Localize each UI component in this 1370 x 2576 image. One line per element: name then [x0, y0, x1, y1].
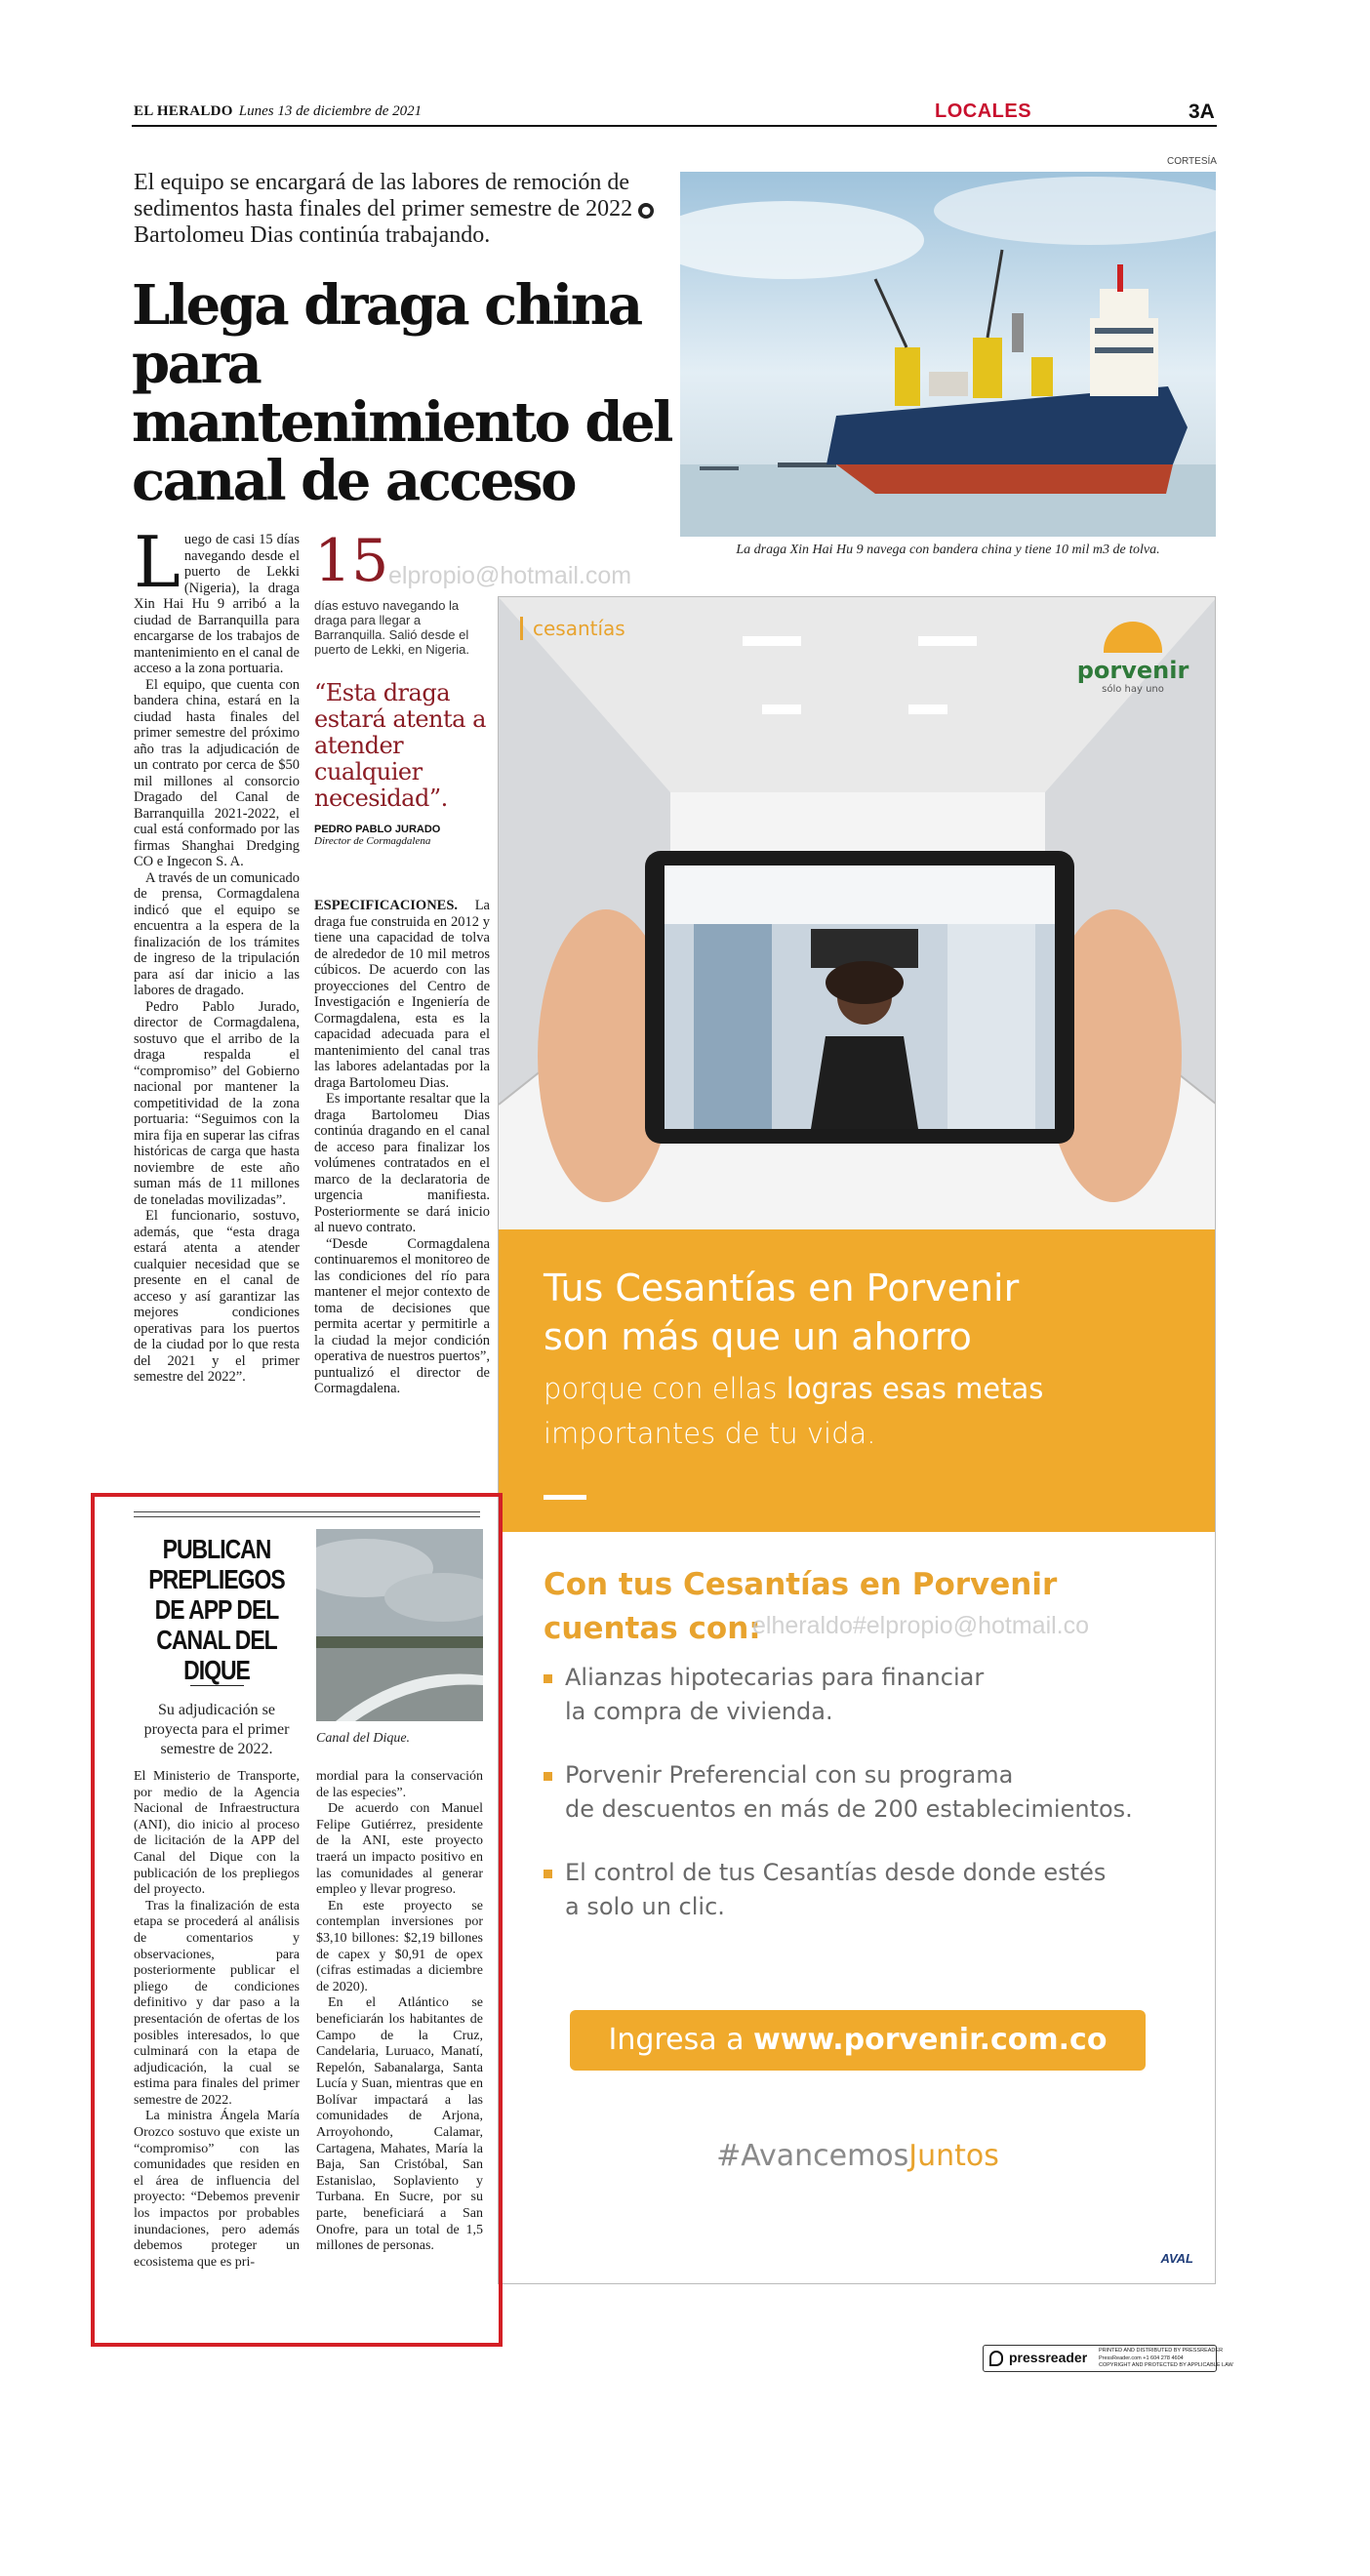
article-headline: Llega draga china para mantenimiento del canal de acceso [132, 273, 671, 513]
article-paragraph: Pedro Pablo Jurado, director de Cormagdalena, sostuvo que el arribo de la draga respalda el “compromiso” del Gobierno nacional por mantener la competitividad de la zona portuaria: “Seguimos con la mira fija en superar las cifras históricas de carga que hasta noviembre de este año suman más de 11 millones de toneladas movilizadas”. [134, 998, 300, 1208]
ad-hashtag [499, 2139, 1216, 2173]
hashtag-part: Juntos [908, 2139, 999, 2173]
logo-tagline: sólo hay uno [1102, 684, 1164, 695]
bullet-icon: ● [638, 203, 654, 219]
pressreader-icon [989, 2351, 1003, 2366]
newspaper-name: EL HERALDO [134, 103, 233, 119]
brief-paragraph: De acuerdo con Manuel Felipe Gutiérrez, presidente de la ANI, este proyecto traerá un impacto positivo en las comunidades al generar empleo y llevar progreso. [316, 1801, 483, 1898]
ad-headline-panel [499, 1229, 1216, 1532]
sun-icon [1104, 622, 1162, 653]
ad-sub-emphasis: logras esas metas [786, 1372, 1044, 1405]
pressreader-name: pressreader [1009, 2350, 1088, 2365]
issue-date: Lunes 13 de diciembre de 2021 [238, 103, 423, 119]
list-item-text: la compra de vivienda. [565, 1698, 833, 1725]
porvenir-website-button[interactable] [570, 2010, 1146, 2071]
print-notice [1099, 2348, 1233, 2370]
brief-headline: PUBLICAN PREPLIEGOS DE APP DEL CANAL DEL DIQUE [148, 1534, 285, 1685]
paragraph-kicker: ESPECIFICACIONES. [314, 898, 459, 913]
photo-caption: La draga Xin Hai Hu 9 navega con bandera china y tiene 10 mil m3 de tolva. [736, 543, 1160, 557]
section-name: LOCALES [935, 101, 1032, 122]
article-paragraph: uego de casi 15 días navegando desde el puerto de Lekki (Nigeria), la draga Xin Hai Hu 9 arribó a la ciudad de Barranquilla para encargarse de los trabajos de mantenimiento en el canal de acceso a la zona portuaria. [134, 532, 300, 676]
divider [190, 1685, 244, 1686]
list-item-text: Alianzas hipotecarias para financiar [565, 1664, 985, 1691]
brief-paragraph: La ministra Ángela María Orozco sostuvo que existe un “compromiso” con las comunidades que residen en el área de influencia del proyecto: “Debemos prevenir los impactos por probables inundaciones, pero además debemos proteger un ecosistema que es pri- [134, 2109, 300, 2270]
brief-paragraph: En el Atlántico se beneficiarán los habitantes de Campo de la Cruz, Candelaria, Luruaco, Manatí, Repelón, Sabanalarga, Santa Lucía y Suan, mientras que en Bolívar impactará a las comunidades de Arjona, Arroyohondo, Calamar, Cartagena, Mahates, María la Baja, San Cristóbal, San Estanislao, Soplaviento y Turbana. En Sucre, por su parte, beneficiará a San Onofre, para un total de 1,5 millones de personas. [316, 1995, 483, 2254]
quote-author-role: Director de Cormagdalena [314, 835, 431, 847]
canal-photo [316, 1529, 483, 1721]
list-item-text: de descuentos en más de 200 establecimientos. [565, 1795, 1133, 1823]
ad-brand-tag: cesantías [520, 617, 625, 640]
porvenir-logo [1074, 622, 1191, 695]
fact-text: días estuvo navegando la draga para llegar a Barranquilla. Salió desde el puerto de Lekki, en Nigeria. [314, 598, 469, 657]
page-number: 3A [1189, 101, 1215, 123]
pull-quote: “Esta draga estará atenta a atender cualquier necesidad”. [314, 679, 486, 812]
brief-paragraph: En este proyecto se contemplan inversiones por $3,10 billones: $2,19 billones de capex y $0,91 de opex (cifras estimadas a diciembre de 2020). [316, 1898, 483, 1994]
ad-benefits-list [544, 1661, 1133, 1953]
brief-paragraph: Tras la finalización de esta etapa se procederá al análisis de comentarios y observaciones, para posteriormente publicar el pliego de condiciones definitivo y dar paso a la presentación de ofertas de los posibles interesados, lo que culminará con la etapa de adjudicación, la cual se estima para finales del primer semestre de 2022. [134, 1898, 300, 2108]
brief-column-1 [134, 1769, 300, 2271]
ad-headline [544, 1264, 1019, 1361]
list-item [544, 1758, 1133, 1827]
print-notice-line: PRINTED AND DISTRIBUTED BY PRESSREADER [1099, 2348, 1224, 2354]
porvenir-advertisement[interactable] [498, 596, 1216, 2284]
hashtag-part: #Avancemos [716, 2139, 909, 2173]
dredger-photo [680, 172, 1216, 537]
list-item-text: a solo un clic. [565, 1893, 725, 1920]
article-paragraph: Es importante resaltar que la draga Bartolomeu Dias continúa dragando en el canal de acceso para finalizar los volúmenes contratados en el marco de la declaratoria de urgencia manifiesta. Posteriormente se dará inicio al nuevo contrato. [314, 1091, 490, 1235]
list-item-text: El control de tus Cesantías desde donde estés [565, 1859, 1107, 1886]
ad-headline-line: son más que un ahorro [544, 1315, 972, 1358]
ad-hero-image [499, 597, 1216, 1229]
article-paragraph: El funcionario, sostuvo, además, que “esta draga estará atenta a atender cualquier necesidad que se presente en el canal de acceso y así garantizar las mejores condiciones operativas para los puertos de la ciudad por lo que resta del 2021 y el primer semestre del 2022”. [134, 1208, 300, 1385]
ad-section-title-line: Con tus Cesantías en Porvenir [544, 1567, 1058, 1602]
brief-column-2 [316, 1769, 483, 2255]
article-paragraph: A través de un comunicado de prensa, Cormagdalena indicó que el equipo se encuentra a la espera de la finalización de los trámites de ingreso de la tripulación para así dar inicio a las labores de dragado. [134, 869, 300, 998]
article-paragraph: El equipo, que cuenta con bandera china, estará en la ciudad hasta finales del primer semestre del próximo año tras la adjudicación de un contrato por cerca de $50 mil millones al consorcio Dragado del Canal de Barranquilla 2021-2022, el cual está conformado por las firmas Shanghai Dredging CO e Ingecon S. A. [134, 676, 300, 869]
cta-text: Ingresa a [608, 2023, 754, 2057]
divider [544, 1495, 586, 1500]
fact-number: 15 [314, 527, 389, 595]
cta-url: www.porvenir.com.co [753, 2023, 1108, 2057]
summary-bullet-text: Bartolomeu Dias continúa trabajando. [134, 222, 491, 248]
photo-credit: CORTESÍA [1167, 156, 1217, 167]
summary-text: El equipo se encargará de las labores de remoción de sedimentos hasta finales del primer semestre de 2022 [134, 170, 633, 221]
quote-author: PEDRO PABLO JURADO [314, 824, 441, 835]
ad-sub-text: importantes de tu vida. [544, 1417, 876, 1450]
article-paragraph: La draga fue construida en 2012 y tiene una capacidad de tolva de alrededor de 10 mil metros cúbicos. De acuerdo con las proyecciones del Centro de Investigación e Ingeniería de Cormagdalena, esta es la capacidad adecuada para el mantenimiento del canal tras las labores adelantadas por la draga Bartolomeu Dias. [314, 898, 490, 1091]
article-column-1 [134, 521, 300, 1386]
brief-top-rule [134, 1511, 480, 1512]
logo-wordmark: porvenir [1076, 657, 1189, 684]
list-item [544, 1661, 1133, 1729]
article-paragraph: “Desde Cormagdalena continuaremos el monitoreo de las condiciones del río para mantener el mejor contexto de toma de decisiones que permita acertar y permitirle a la ciudad la mejor condición operativa de nuestros puertos”, puntualizó el director de Cormagdalena. [314, 1235, 490, 1396]
print-notice-line: COPYRIGHT AND PROTECTED BY APPLICABLE LAW [1099, 2362, 1233, 2368]
masthead [134, 103, 422, 120]
watermark-text: elheraldo#elpropio@hotmail.co [752, 1612, 1090, 1639]
ad-section-title-line: cuentas con: [544, 1611, 761, 1646]
header-rule [132, 125, 1217, 127]
ad-subheadline [544, 1366, 1043, 1456]
article-summary [134, 170, 665, 249]
brief-paragraph: El Ministerio de Transporte, por medio de la Agencia Nacional de Infraestructura (ANI), dio inicio al proceso de licitación de la APP del Canal del Dique con la publicación de los prepliegos del proyecto. [134, 1769, 300, 1898]
canal-photo-caption: Canal del Dique. [316, 1731, 411, 1746]
brief-paragraph: mordial para la conservación de las especies”. [316, 1769, 483, 1800]
ad-sub-text: porque con ellas [544, 1372, 786, 1405]
pressreader-badge[interactable] [983, 2345, 1233, 2372]
brief-dek: Su adjudicación se proyecta para el primer semestre de 2022. [143, 1702, 290, 1757]
brief-top-rule [134, 1516, 480, 1517]
list-item [544, 1856, 1133, 1924]
print-notice-line: PressReader.com +1 604 278 4604 [1099, 2355, 1184, 2361]
ad-headline-line: Tus Cesantías en Porvenir [544, 1267, 1020, 1309]
aval-logo: AVAL [1160, 2251, 1193, 2266]
list-item-text: Porvenir Preferencial con su programa [565, 1761, 1014, 1789]
article-column-2 [314, 898, 490, 1397]
watermark-text: elpropio@hotmail.com [388, 562, 632, 589]
drop-cap: L [134, 521, 181, 603]
